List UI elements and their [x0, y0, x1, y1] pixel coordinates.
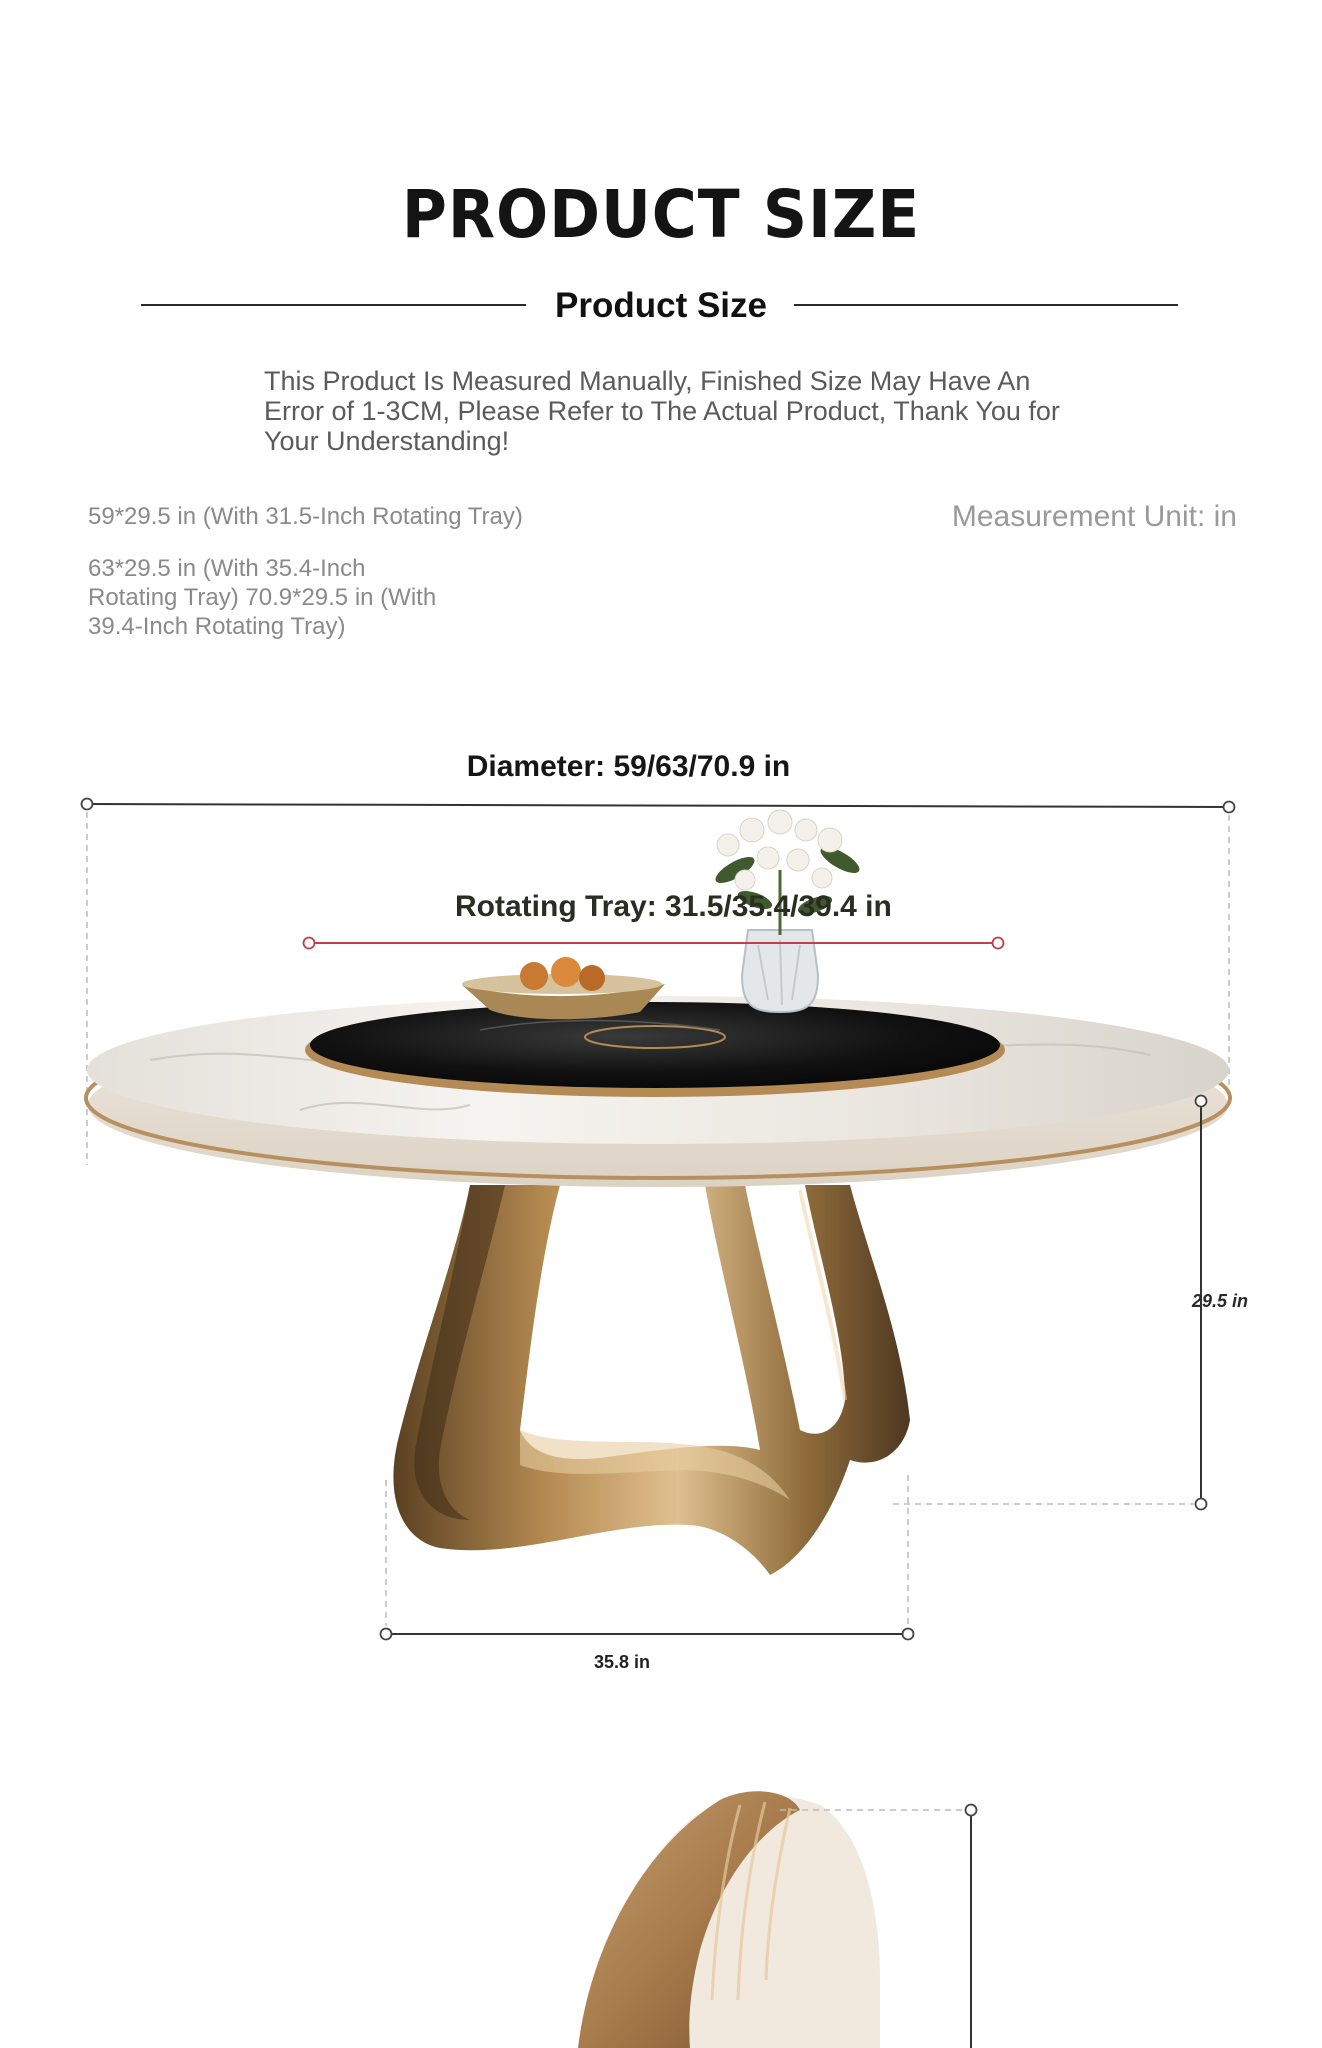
size-option-2-line-2: Rotating Tray) 70.9*29.5 in (With: [88, 584, 437, 611]
diameter-label: Diameter: 59/63/70.9 in: [466, 750, 791, 783]
size-option-1: 59*29.5 in (With 31.5-Inch Rotating Tray): [88, 503, 523, 530]
size-option-3: 39.4-Inch Rotating Tray): [88, 613, 346, 640]
section-subheading: Product Size: [555, 286, 767, 325]
size-option-2-line-1: 63*29.5 in (With 35.4-Inch: [88, 555, 366, 582]
table-base: [393, 1185, 910, 1575]
base-width-label: 35.8 in: [594, 1652, 651, 1672]
height-label: 29.5 in: [1192, 1291, 1249, 1311]
measurement-unit: Measurement Unit: in: [951, 500, 1237, 533]
chair: [578, 1791, 977, 2048]
fruit-bowl: [462, 957, 665, 1019]
tray-dimension-line: [304, 938, 1004, 949]
measurement-notice: This Product Is Measured Manually, Finished Size May Have An Error of 1-3CM, Please Refer to The Actual Product, Thank You for Your Understanding!: [264, 366, 1060, 456]
rotating-tray: [305, 1002, 1005, 1097]
page-heading: PRODUCT SIZE: [401, 176, 921, 253]
rotating-tray-label: Rotating Tray: 31.5/35.4/39.4 in: [455, 890, 892, 923]
